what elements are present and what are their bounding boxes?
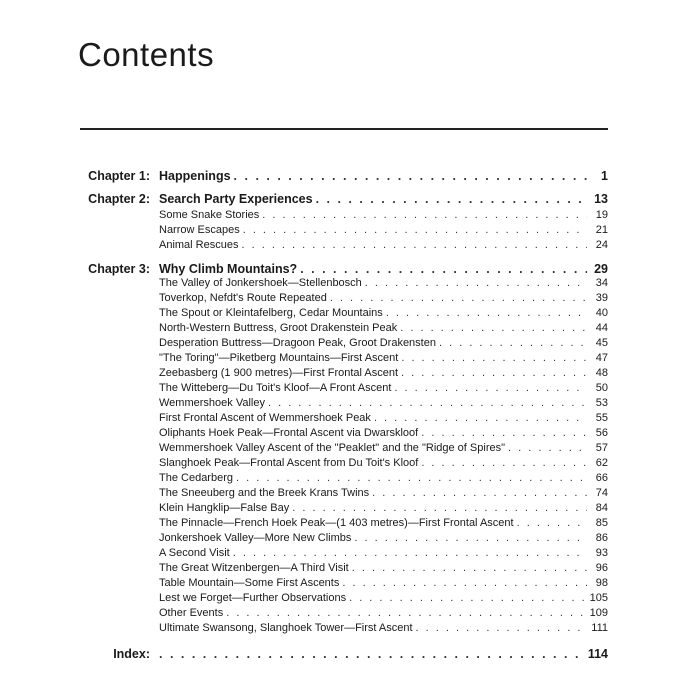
entry-title: Jonkershoek Valley—More New Climbs	[159, 532, 352, 544]
entry-title: Toverkop, Nefdt's Route Repeated	[159, 292, 327, 304]
entry-title: The Cedarberg	[159, 472, 233, 484]
toc-entry[interactable]	[159, 397, 608, 409]
toc-entry[interactable]	[159, 592, 608, 604]
toc-entry[interactable]	[159, 562, 608, 574]
toc-entry[interactable]	[159, 427, 608, 439]
chapter-2-entry[interactable]	[159, 192, 608, 206]
toc-entry[interactable]	[159, 547, 608, 559]
toc-entry[interactable]	[159, 517, 608, 529]
entry-page: 24	[595, 239, 608, 251]
entry-title: Table Mountain—Some First Ascents	[159, 577, 340, 589]
entry-title: The Pinnacle—French Hoek Peak—(1 403 metres)—First Frontal Ascent	[159, 517, 514, 529]
toc-entry[interactable]	[159, 577, 608, 589]
entry-page: 39	[595, 292, 608, 304]
entry-title: Narrow Escapes	[159, 224, 240, 236]
entry-page: 56	[595, 427, 608, 439]
toc-entry[interactable]	[159, 277, 608, 289]
entry-page: 109	[589, 607, 608, 619]
entry-title: First Frontal Ascent of Wemmershoek Peak	[159, 412, 371, 424]
chapter-2-label: Chapter 2:	[88, 192, 150, 206]
entry-page: 57	[595, 442, 608, 454]
entry-page: 53	[595, 397, 608, 409]
dot-leader	[226, 607, 586, 619]
chapter-1-title: Happenings	[159, 169, 231, 183]
chapter-1-entry[interactable]	[159, 169, 608, 183]
chapter-1-page: 1	[601, 169, 608, 183]
entry-page: 44	[595, 322, 608, 334]
entry-page: 55	[595, 412, 608, 424]
entry-title: Other Events	[159, 607, 224, 619]
entry-title: Ultimate Swansong, Slanghoek Tower—First Ascent	[159, 622, 413, 634]
entry-title: The Sneeuberg and the Breek Krans Twins	[159, 487, 370, 499]
dot-leader	[234, 169, 587, 183]
entry-page: 45	[595, 337, 608, 349]
dot-leader	[352, 562, 587, 574]
index-label: Index:	[113, 647, 150, 661]
entry-title: Klein Hangklip—False Bay	[159, 502, 290, 514]
dot-leader	[416, 622, 587, 634]
chapter-2-title: Search Party Experiences	[159, 192, 313, 206]
chapter-1-label: Chapter 1:	[88, 169, 150, 183]
dot-leader	[400, 322, 587, 334]
entry-title: "The Toring"—Piketberg Mountains—First Ascent	[159, 352, 399, 364]
dot-leader	[300, 262, 587, 276]
entry-page: 66	[595, 472, 608, 484]
entry-title: The Witteberg—Du Toit's Kloof—A Front Ascent	[159, 382, 392, 394]
dot-leader	[349, 592, 587, 604]
dot-leader	[241, 239, 587, 251]
toc-entry[interactable]	[159, 382, 608, 394]
dot-leader	[233, 547, 587, 559]
toc-entry[interactable]	[159, 239, 608, 251]
dot-leader	[508, 442, 587, 454]
entry-page: 105	[589, 592, 608, 604]
entry-page: 93	[595, 547, 608, 559]
entry-page: 47	[595, 352, 608, 364]
entry-title: Wemmershoek Valley Ascent of the "Peaklet" and the "Ridge of Spires"	[159, 442, 506, 454]
entry-page: 96	[595, 562, 608, 574]
toc-entry[interactable]	[159, 472, 608, 484]
dot-leader	[439, 337, 587, 349]
toc-entry[interactable]	[159, 412, 608, 424]
entry-title: The Great Witzenbergen—A Third Visit	[159, 562, 349, 574]
dot-leader	[243, 224, 587, 236]
entry-title: Wemmershoek Valley	[159, 397, 265, 409]
entry-page: 84	[595, 502, 608, 514]
entry-page: 86	[595, 532, 608, 544]
dot-leader	[268, 397, 587, 409]
toc-entry[interactable]	[159, 322, 608, 334]
entry-page: 98	[595, 577, 608, 589]
toc-entry[interactable]	[159, 307, 608, 319]
entry-title: Slanghoek Peak—Frontal Ascent from Du Toit's Kloof	[159, 457, 419, 469]
entry-title: A Second Visit	[159, 547, 230, 559]
toc-entry[interactable]	[159, 352, 608, 364]
toc-entry[interactable]	[159, 487, 608, 499]
toc-entry[interactable]	[159, 457, 608, 469]
entry-title: Animal Rescues	[159, 239, 239, 251]
entry-page: 74	[595, 487, 608, 499]
dot-leader	[421, 427, 587, 439]
entry-page: 48	[595, 367, 608, 379]
dot-leader	[401, 367, 587, 379]
entry-title: North-Western Buttress, Groot Drakenstein Peak	[159, 322, 398, 334]
dot-leader	[372, 487, 587, 499]
dot-leader	[354, 532, 587, 544]
dot-leader	[342, 577, 587, 589]
entry-title: The Valley of Jonkershoek—Stellenbosch	[159, 277, 362, 289]
entry-title: Some Snake Stories	[159, 209, 260, 221]
dot-leader	[330, 292, 587, 304]
chapter-3-title: Why Climb Mountains?	[159, 262, 298, 276]
toc-entry[interactable]	[159, 292, 608, 304]
toc-entry[interactable]	[159, 607, 608, 619]
dot-leader	[394, 382, 587, 394]
dot-leader	[421, 457, 587, 469]
entry-title: Zeebasberg (1 900 metres)—First Frontal Ascent	[159, 367, 399, 379]
chapter-3-page: 29	[594, 262, 608, 276]
entry-title: Oliphants Hoek Peak—Frontal Ascent via Dwarskloof	[159, 427, 419, 439]
dot-leader	[386, 307, 587, 319]
toc-entry[interactable]	[159, 209, 608, 221]
title-divider	[80, 128, 608, 130]
toc-entry[interactable]	[159, 224, 608, 236]
entry-page: 85	[595, 517, 608, 529]
entry-page: 40	[595, 307, 608, 319]
index-entry[interactable]	[159, 647, 608, 661]
dot-leader	[517, 517, 587, 529]
chapter-3-entry[interactable]	[159, 262, 608, 276]
dot-leader	[292, 502, 587, 514]
toc-entry[interactable]	[159, 442, 608, 454]
toc-entry[interactable]	[159, 367, 608, 379]
dot-leader	[374, 412, 587, 424]
entry-page: 34	[595, 277, 608, 289]
dot-leader	[365, 277, 587, 289]
entry-page: 62	[595, 457, 608, 469]
page-title: Contents	[78, 36, 215, 74]
index-page: 114	[587, 647, 608, 661]
toc-entry[interactable]	[159, 532, 608, 544]
toc-entry[interactable]	[159, 337, 608, 349]
entry-page: 50	[595, 382, 608, 394]
dot-leader	[262, 209, 587, 221]
entry-page: 21	[595, 224, 608, 236]
toc-entry[interactable]	[159, 502, 608, 514]
toc-entry[interactable]	[159, 622, 608, 634]
dot-leader	[316, 192, 587, 206]
entry-page: 19	[595, 209, 608, 221]
chapter-3-label: Chapter 3:	[88, 262, 150, 276]
entry-title: Desperation Buttress—Dragoon Peak, Groot Drakensten	[159, 337, 436, 349]
dot-leader	[401, 352, 587, 364]
dot-leader	[159, 647, 585, 661]
entry-title: Lest we Forget—Further Observations	[159, 592, 347, 604]
entry-page: 111	[591, 622, 608, 634]
dot-leader	[236, 472, 587, 484]
chapter-2-page: 13	[594, 192, 608, 206]
entry-title: The Spout or Kleintafelberg, Cedar Mountains	[159, 307, 383, 319]
